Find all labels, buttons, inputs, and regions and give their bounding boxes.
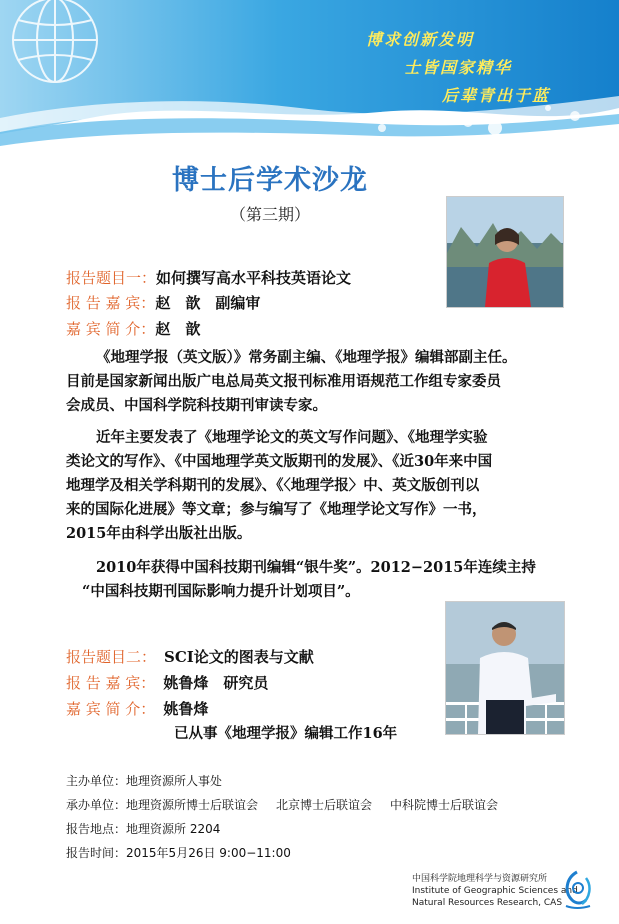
talk1-bio-line: 会成员、中国科学院科技期刊审读专家。	[66, 397, 327, 414]
talk1-intro-row	[66, 318, 200, 339]
talk1-bio-line: 2015年由科学出版社出版。	[66, 525, 252, 542]
issue-number: （第三期）	[229, 205, 310, 224]
talk1-bio-line: 近年主要发表了《地理学论文的英文写作问题》、《地理学实验	[96, 429, 488, 446]
talk1-intro-label: 嘉 宾 简 介：	[66, 320, 156, 338]
venue-row	[66, 820, 238, 837]
talk2-bio-line: 已从事《地理学报》编辑工作16年	[174, 725, 398, 742]
institute-name-cn: 中国科学院地理科学与资源研究所	[412, 874, 548, 884]
talk1-topic-row	[66, 267, 351, 288]
talk1-speaker-row	[66, 292, 260, 313]
venue-label: 报告地点：	[66, 822, 127, 836]
talk2-intro-label: 嘉 宾 简 介：	[66, 700, 156, 718]
talk1-topic-label: 报告题目一：	[66, 269, 157, 287]
institute-logo-text	[412, 873, 578, 909]
institute-name-en-2: Natural Resources Research, CAS	[412, 898, 563, 908]
talk1-topic: 如何撰写高水平科技英语论文	[156, 269, 352, 287]
talk2-intro-name: 姚鲁烽	[163, 700, 209, 718]
talk1-bio-line: 来的国际化进展》等文章；参与编写了《地理学论文写作》一书，	[66, 501, 487, 518]
host-row	[66, 772, 240, 789]
page-title: 博士后学术沙龙	[172, 165, 368, 196]
talk1-speaker-label: 报 告 嘉 宾：	[66, 294, 156, 312]
speaker-2-photo	[445, 601, 565, 735]
time-label: 报告时间：	[66, 846, 127, 860]
time-value: 2015年5月26日 9:00−11:00	[126, 846, 291, 860]
co-host-row	[66, 796, 516, 813]
co-host-3: 中科院博士后联谊会	[390, 798, 499, 812]
talk1-bio-line: 类论文的写作》、《中国地理学英文版期刊的发展》、《近30年来中国	[66, 453, 493, 470]
talk2-topic: SCI论文的图表与文献	[164, 648, 314, 666]
speaker-1-photo	[446, 196, 564, 308]
co-host-2: 北京博士后联谊会	[276, 798, 373, 812]
talk2-speaker: 姚鲁烽 研究员	[163, 674, 269, 692]
slogan-line-3: 后辈青出于蓝	[442, 86, 551, 105]
host-value: 地理资源所人事处	[126, 774, 223, 788]
time-row	[66, 844, 309, 861]
talk1-speaker: 赵 歆 副编审	[155, 294, 261, 312]
talk1-bio-line: “中国科技期刊国际影响力提升计划项目”。	[82, 583, 360, 600]
talk1-bio-line: 目前是国家新闻出版广电总局英文报刊标准用语规范工作组专家委员	[66, 373, 501, 390]
talk2-speaker-row	[66, 672, 268, 693]
talk1-bio-line: 2010年获得中国科技期刊编辑“银牛奖”。2012−2015年连续主持	[96, 559, 536, 576]
institute-logo-icon	[560, 870, 594, 910]
talk2-intro-row	[66, 698, 208, 719]
talk1-bio-line: 地理学及相关学科期刊的发展》、《〈地理学报〉中、英文版创刊以	[66, 477, 480, 494]
talk2-topic-row	[66, 646, 314, 667]
header-wave-band	[0, 0, 619, 150]
slogan-line-1: 博求创新发明	[366, 30, 475, 49]
co-host-label: 承办单位：	[66, 798, 127, 812]
co-host-1: 地理资源所博士后联谊会	[126, 798, 259, 812]
talk1-bio-line: 《地理学报（英文版）》常务副主编、《地理学报》编辑部副主任。	[96, 349, 517, 366]
slogan-line-2: 士皆国家精华	[404, 58, 513, 77]
venue-value: 地理资源所 2204	[126, 822, 221, 836]
talk1-intro-name: 赵 歆	[155, 320, 201, 338]
host-label: 主办单位：	[66, 774, 127, 788]
institute-name-en-1: Institute of Geographic Sciences and	[412, 886, 578, 896]
talk2-speaker-label: 报 告 嘉 宾：	[66, 674, 156, 692]
talk2-topic-label: 报告题目二：	[66, 648, 157, 666]
